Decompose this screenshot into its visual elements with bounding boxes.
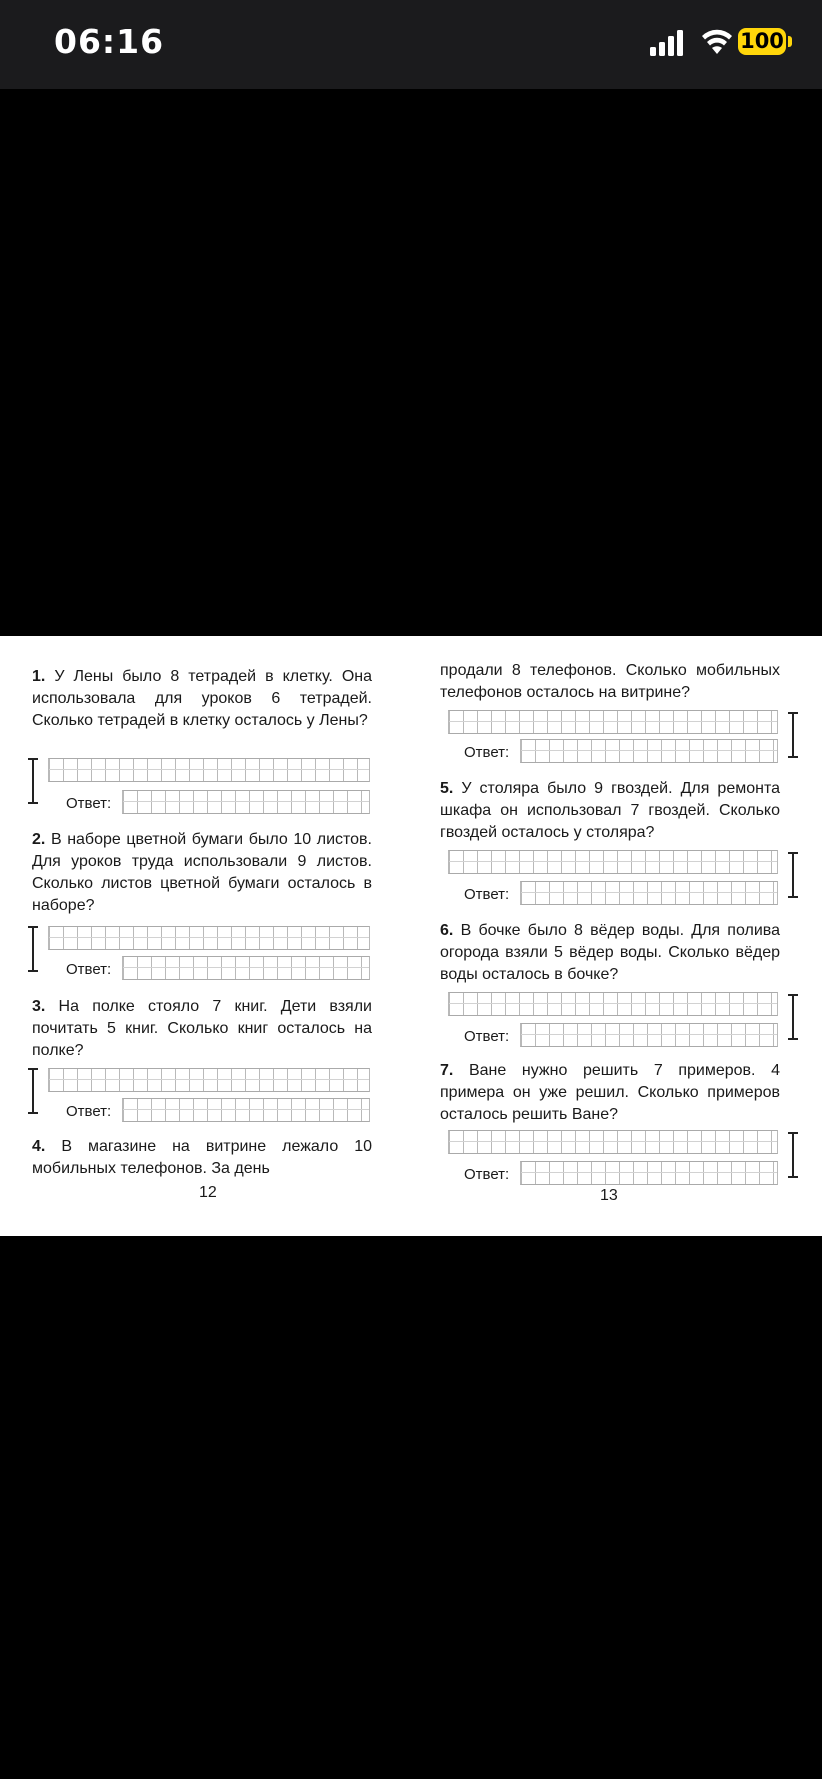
answer-grid[interactable] [520, 881, 778, 905]
task-text: У Лены было 8 тетрадей в клетку. Она использовала для уроков 6 тетрадей. Сколько тетрадей в клетку осталось у Лены? [32, 668, 373, 729]
task-text: В наборе цветной бумаги было 10 листов. Для уроков труда использовали 9 листов. Сколько листов цветной бумаги осталось в наборе? [32, 831, 373, 914]
clock: 06:16 [54, 22, 165, 61]
answer-label: Ответ: [66, 961, 112, 978]
task-text: У столяра было 9 гвоздей. Для ремонта шкафа он использовал 7 гвоздей. Сколько гвоздей осталось у столяра? [440, 780, 780, 841]
answer-grid[interactable] [520, 1023, 778, 1047]
answer-label: Ответ: [66, 1103, 112, 1120]
task-1 [32, 666, 372, 732]
bracket-mark [32, 758, 42, 804]
task-5 [440, 778, 780, 844]
answer-label: Ответ: [66, 795, 112, 812]
book-spread [0, 636, 822, 1236]
bracket-mark [792, 712, 802, 758]
task-2 [32, 829, 372, 917]
task-7 [440, 1060, 780, 1126]
task-text: Ване нужно решить 7 примеров. 4 примера он уже решил. Сколько примеров осталось решить Ване? [440, 1062, 780, 1123]
answer-grid[interactable] [122, 956, 370, 980]
answer-grid[interactable] [122, 790, 370, 814]
answer-grid[interactable] [48, 1068, 370, 1092]
page-number: 13 [600, 1187, 618, 1204]
task-number: 7. [440, 1062, 454, 1079]
battery-icon: 100 [738, 28, 786, 55]
signal-icon [650, 30, 686, 56]
task-3 [32, 996, 372, 1062]
answer-grid[interactable] [122, 1098, 370, 1122]
task-text: На полке стояло 7 книг. Дети взяли почитать 5 книг. Сколько книг осталось на полке? [32, 998, 372, 1059]
answer-label: Ответ: [464, 744, 510, 761]
task-6 [440, 920, 780, 986]
bracket-mark [32, 1068, 42, 1114]
answer-grid[interactable] [48, 926, 370, 950]
task-4-continuation [440, 660, 780, 704]
answer-grid[interactable] [448, 710, 778, 734]
task-number: 2. [32, 831, 46, 848]
page-number: 12 [199, 1184, 217, 1201]
bracket-mark [32, 926, 42, 972]
answer-label: Ответ: [464, 886, 510, 903]
task-number: 3. [32, 998, 46, 1015]
answer-grid[interactable] [448, 850, 778, 874]
answer-grid[interactable] [448, 992, 778, 1016]
answer-grid[interactable] [520, 1161, 778, 1185]
battery-nub [788, 36, 792, 47]
task-number: 6. [440, 922, 454, 939]
answer-label: Ответ: [464, 1028, 510, 1045]
task-4 [32, 1136, 372, 1180]
task-number: 4. [32, 1138, 46, 1155]
answer-grid[interactable] [520, 739, 778, 763]
bracket-mark [792, 1132, 802, 1178]
bracket-mark [792, 994, 802, 1040]
task-text: В бочке было 8 вёдер воды. Для полива огорода взяли 5 вёдер воды. Сколько вёдер воды осталось в бочке? [440, 922, 781, 983]
wifi-icon [702, 27, 732, 55]
task-number: 5. [440, 780, 454, 797]
task-text: В магазине на витрине лежало 10 мобильных телефонов. За день [32, 1138, 372, 1177]
task-text: продали 8 телефонов. Сколько мобильных телефонов осталось на витрине? [440, 662, 780, 701]
answer-grid[interactable] [448, 1130, 778, 1154]
task-number: 1. [32, 668, 46, 685]
bracket-mark [792, 852, 802, 898]
status-bar [0, 0, 822, 89]
answer-label: Ответ: [464, 1166, 510, 1183]
answer-grid[interactable] [48, 758, 370, 782]
